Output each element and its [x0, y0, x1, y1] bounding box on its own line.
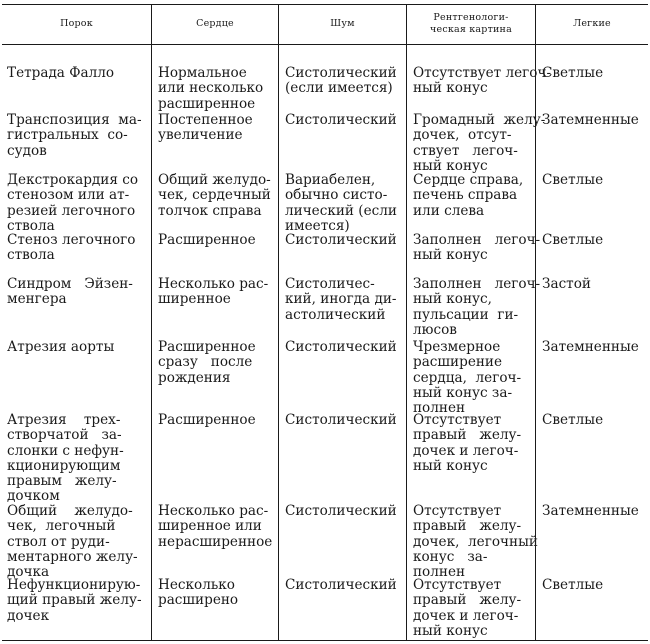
column-divider — [151, 4, 152, 640]
cell-lungs: Затемненные — [542, 503, 639, 519]
cell-murmur: Систоличес- кий, иногда ди- астолический — [285, 276, 397, 323]
cell-xray: Громадный желу- дочек, отсут- ствует легоч- ный конус — [413, 112, 546, 174]
cell-lungs: Светлые — [542, 232, 604, 248]
header-murmur — [279, 4, 406, 44]
cell-lungs: Светлые — [542, 65, 604, 81]
cell-heart: Расширенное сразу после рождения — [158, 339, 256, 386]
cell-xray: Заполнен легоч- ный конус, пульсации ги- люсов — [413, 276, 541, 338]
header-xray-label: Рентгенологи- ческая картина — [430, 12, 512, 35]
cell-lungs: Светлые — [542, 412, 604, 428]
cell-lungs: Светлые — [542, 577, 604, 593]
cell-heart: Постепенное увеличение — [158, 112, 253, 144]
cell-heart: Несколько расширено — [158, 577, 239, 609]
cell-defect: Декстрокардия со стенозом или ат- резией легочного ствола — [7, 172, 139, 234]
header-lungs — [536, 4, 648, 44]
header-bottom-rule — [2, 44, 648, 45]
cell-lungs: Светлые — [542, 172, 604, 188]
cell-murmur: Систолический — [285, 577, 397, 593]
cell-heart: Расширенное — [158, 232, 256, 248]
cell-xray: Отсутствует правый желу- дочек и легоч- ный конус — [413, 412, 522, 474]
header-heart-label: Сердце — [196, 18, 234, 29]
header-defect-label: Порок — [60, 18, 93, 29]
cell-heart: Несколько рас- ширенное или нерасширенное — [158, 503, 273, 550]
cell-xray: Сердце справа, печень справа или слева — [413, 172, 524, 219]
cell-defect: Синдром Эйзен- менгера — [7, 276, 133, 308]
cell-lungs: Затемненные — [542, 112, 639, 128]
cell-xray: Отсутствует правый желу- дочек, легочный конус за- полнен — [413, 503, 538, 581]
cell-defect: Тетрада Фалло — [7, 65, 115, 81]
cell-defect: Общий желудо- чек, легочный ствол от руди- ментарного желу- дочка — [7, 503, 138, 581]
cell-heart: Нормальное или несколько расширенное — [158, 65, 264, 112]
table-bottom-rule — [2, 640, 648, 641]
cell-defect: Нефункционирую- щий правый желу- дочек — [7, 577, 142, 624]
cell-defect: Транспозиция ма- гистральных со- судов — [7, 112, 142, 159]
header-lungs-label: Легкие — [573, 18, 611, 29]
cell-murmur: Систолический — [285, 339, 397, 355]
cell-heart: Общий желудо- чек, сердечный толчок справа — [158, 172, 271, 219]
header-heart — [152, 4, 278, 44]
cell-murmur: Систолический — [285, 232, 397, 248]
cell-defect: Атрезия аорты — [7, 339, 115, 355]
cell-xray: Отсутствует легоч- ный конус — [413, 65, 552, 97]
cell-lungs: Затемненные — [542, 339, 639, 355]
header-murmur-label: Шум — [330, 18, 355, 29]
header-xray — [407, 4, 535, 44]
cell-defect: Стеноз легочного ствола — [7, 232, 136, 264]
cell-lungs: Застой — [542, 276, 591, 292]
cell-murmur: Систолический — [285, 503, 397, 519]
cell-murmur: Систолический (если имеется) — [285, 65, 397, 97]
cell-murmur: Вариабелен, обычно систо- лический (если имеется) — [285, 172, 397, 234]
cell-defect: Атрезия трех- створчатой за- слонки с нефун- кционирующим правым желу- дочком — [7, 412, 124, 505]
header-defect — [2, 4, 151, 44]
cell-murmur: Систолический — [285, 112, 397, 128]
cell-xray: Чрезмерное расширение сердца, легоч- ный конус за- полнен — [413, 339, 522, 417]
cell-xray: Заполнен легоч- ный конус — [413, 232, 541, 264]
cell-xray: Отсутствует правый желу- дочек и легоч- ный конус — [413, 577, 522, 639]
column-divider — [406, 4, 407, 640]
cell-heart: Расширенное — [158, 412, 256, 428]
cell-murmur: Систолический — [285, 412, 397, 428]
cell-heart: Несколько рас- ширенное — [158, 276, 269, 308]
